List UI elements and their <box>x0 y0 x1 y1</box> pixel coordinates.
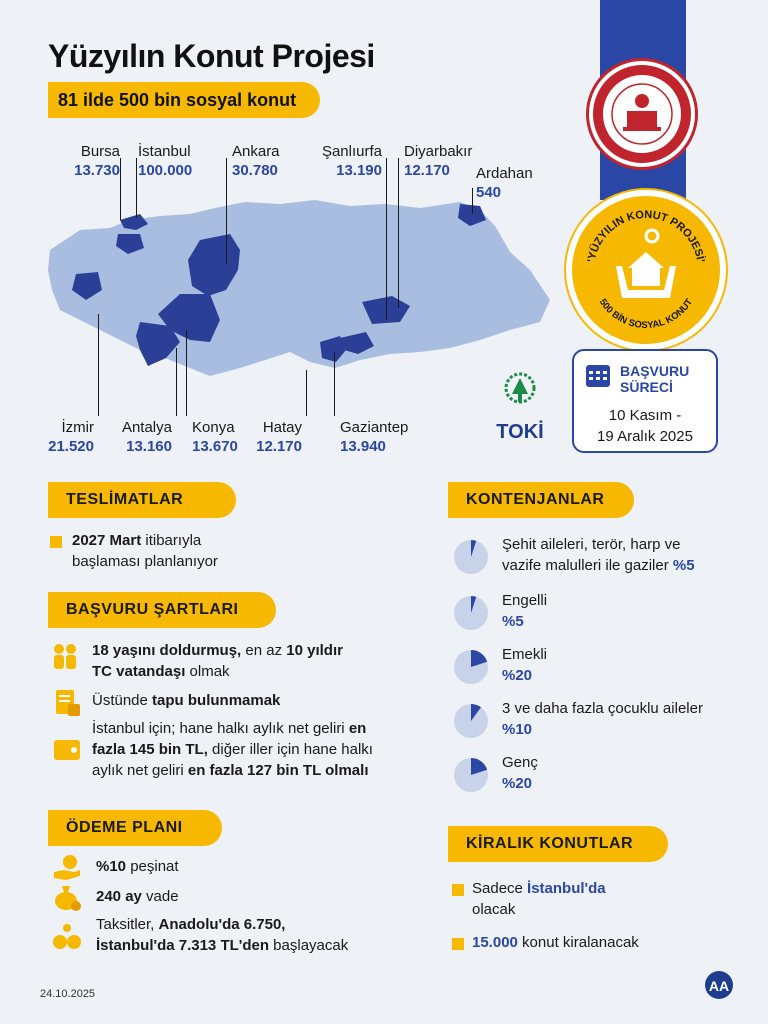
city-label-istanbul: İstanbul 100.000 <box>138 143 193 179</box>
leader-ardahan <box>472 188 473 214</box>
sartlar-item-1: 18 yaşını doldurmuş, en az 10 yıldır TC vatandaşı olmak <box>92 642 343 680</box>
city-label-bursa: Bursa 13.730 <box>74 143 120 179</box>
section-sartlar-heading: BAŞVURU ŞARTLARI <box>48 592 276 628</box>
quota-item: Genç %20 <box>502 754 538 792</box>
teslimatlar-item: 2027 Mart itibarıyla başlaması planlanıyor <box>72 532 218 570</box>
coins-icon <box>52 922 82 952</box>
city-label-gaziantep: Gaziantep 13.940 <box>340 419 409 455</box>
application-period-box <box>572 349 718 453</box>
badge-bottom-text: 500 BİN SOSYAL KONUT <box>596 296 696 332</box>
sartlar-item-2: Üstünde tapu bulunmamak <box>92 692 281 709</box>
project-badge <box>566 190 726 350</box>
city-label-ankara: Ankara 30.780 <box>232 143 280 179</box>
wallet-icon <box>52 734 82 764</box>
leader-konya <box>186 330 187 416</box>
section-odeme-heading: ÖDEME PLANI <box>48 810 222 846</box>
kiralik-item-1: Sadece İstanbul'da olacak <box>472 880 606 918</box>
toki-logo-text: TOKİ <box>496 421 544 443</box>
badge-top-text: 'YÜZYILIN KONUT PROJESİ' <box>585 208 707 264</box>
leader-bursa <box>120 158 121 220</box>
odeme-item-3: Taksitler, Anadolu'da 6.750, İstanbul'da 7.313 TL'den başlayacak <box>96 916 349 954</box>
leader-ankara <box>226 158 227 264</box>
leader-izmir <box>98 314 99 416</box>
odeme-item-1: %10 peşinat <box>96 858 179 875</box>
svg-text:500 BİN SOSYAL KONUT <box>597 297 695 331</box>
page-subtitle: 81 ilde 500 bin sosyal konut <box>48 82 320 118</box>
bullet-square <box>50 536 62 548</box>
application-period-dates: 10 Kasım - 19 Aralık 2025 <box>597 407 693 445</box>
leader-diyarbakir <box>398 158 399 308</box>
quota-pie <box>454 540 488 574</box>
bullet-square <box>452 884 464 896</box>
section-kontenjanlar-heading: KONTENJANLAR <box>448 482 634 518</box>
publish-date: 24.10.2025 <box>40 988 96 1000</box>
city-label-izmir: İzmir 21.520 <box>48 419 94 455</box>
aa-logo-text: AA <box>708 978 730 994</box>
leader-sanliurfa <box>386 158 387 320</box>
city-label-konya: Konya 13.670 <box>192 419 238 455</box>
ministry-seal-icon <box>586 58 698 170</box>
leader-antalya <box>176 348 177 416</box>
bullet-square <box>452 938 464 950</box>
deed-document-icon <box>52 688 82 718</box>
city-label-hatay: Hatay 12.170 <box>256 419 302 455</box>
hand-coin-icon <box>52 852 82 882</box>
city-label-ardahan: Ardahan 540 <box>476 165 533 201</box>
city-label-antalya: Antalya 13.160 <box>121 419 172 455</box>
leader-hatay <box>306 370 307 416</box>
aa-logo <box>704 970 734 1000</box>
section-teslimatlar-heading: TESLİMATLAR <box>48 482 236 518</box>
money-bag-icon <box>52 882 82 912</box>
leader-gaziantep <box>334 352 335 416</box>
city-label-diyarbakir: Diyarbakır 12.170 <box>404 143 473 179</box>
leader-istanbul <box>136 158 137 218</box>
quota-pie <box>454 650 488 684</box>
quota-item: 3 ve daha fazla çocuklu aileler %10 <box>502 700 703 738</box>
sartlar-item-3: İstanbul için; hane halkı aylık net geliri en fazla 145 bin TL, diğer iller için hane halkı aylık net geliri en fazla 127 bin TL olmalı <box>92 720 373 779</box>
calendar-icon <box>584 361 612 389</box>
quota-pie <box>454 758 488 792</box>
people-icon <box>50 642 80 672</box>
quota-pie <box>454 596 488 630</box>
toki-logo <box>488 368 552 450</box>
house-hands-icon <box>616 230 676 298</box>
city-label-sanliurfa: Şanlıurfa 13.190 <box>321 143 382 179</box>
odeme-item-2: 240 ay vade <box>96 888 179 905</box>
page-title: Yüzyılın Konut Projesi <box>48 38 375 74</box>
quota-item: Emekli %20 <box>502 646 548 684</box>
quota-item: Şehit aileleri, terör, harp ve vazife malulleri ile gaziler %5 <box>502 536 695 574</box>
section-kiralik-heading: KİRALIK KONUTLAR <box>448 826 668 862</box>
turkey-map <box>40 190 560 390</box>
quota-pie <box>454 704 488 738</box>
application-period-label: BAŞVURU SÜRECİ <box>620 363 690 395</box>
quota-item: Engelli %5 <box>502 592 548 630</box>
kiralik-item-2: 15.000 konut kiralanacak <box>472 934 639 951</box>
